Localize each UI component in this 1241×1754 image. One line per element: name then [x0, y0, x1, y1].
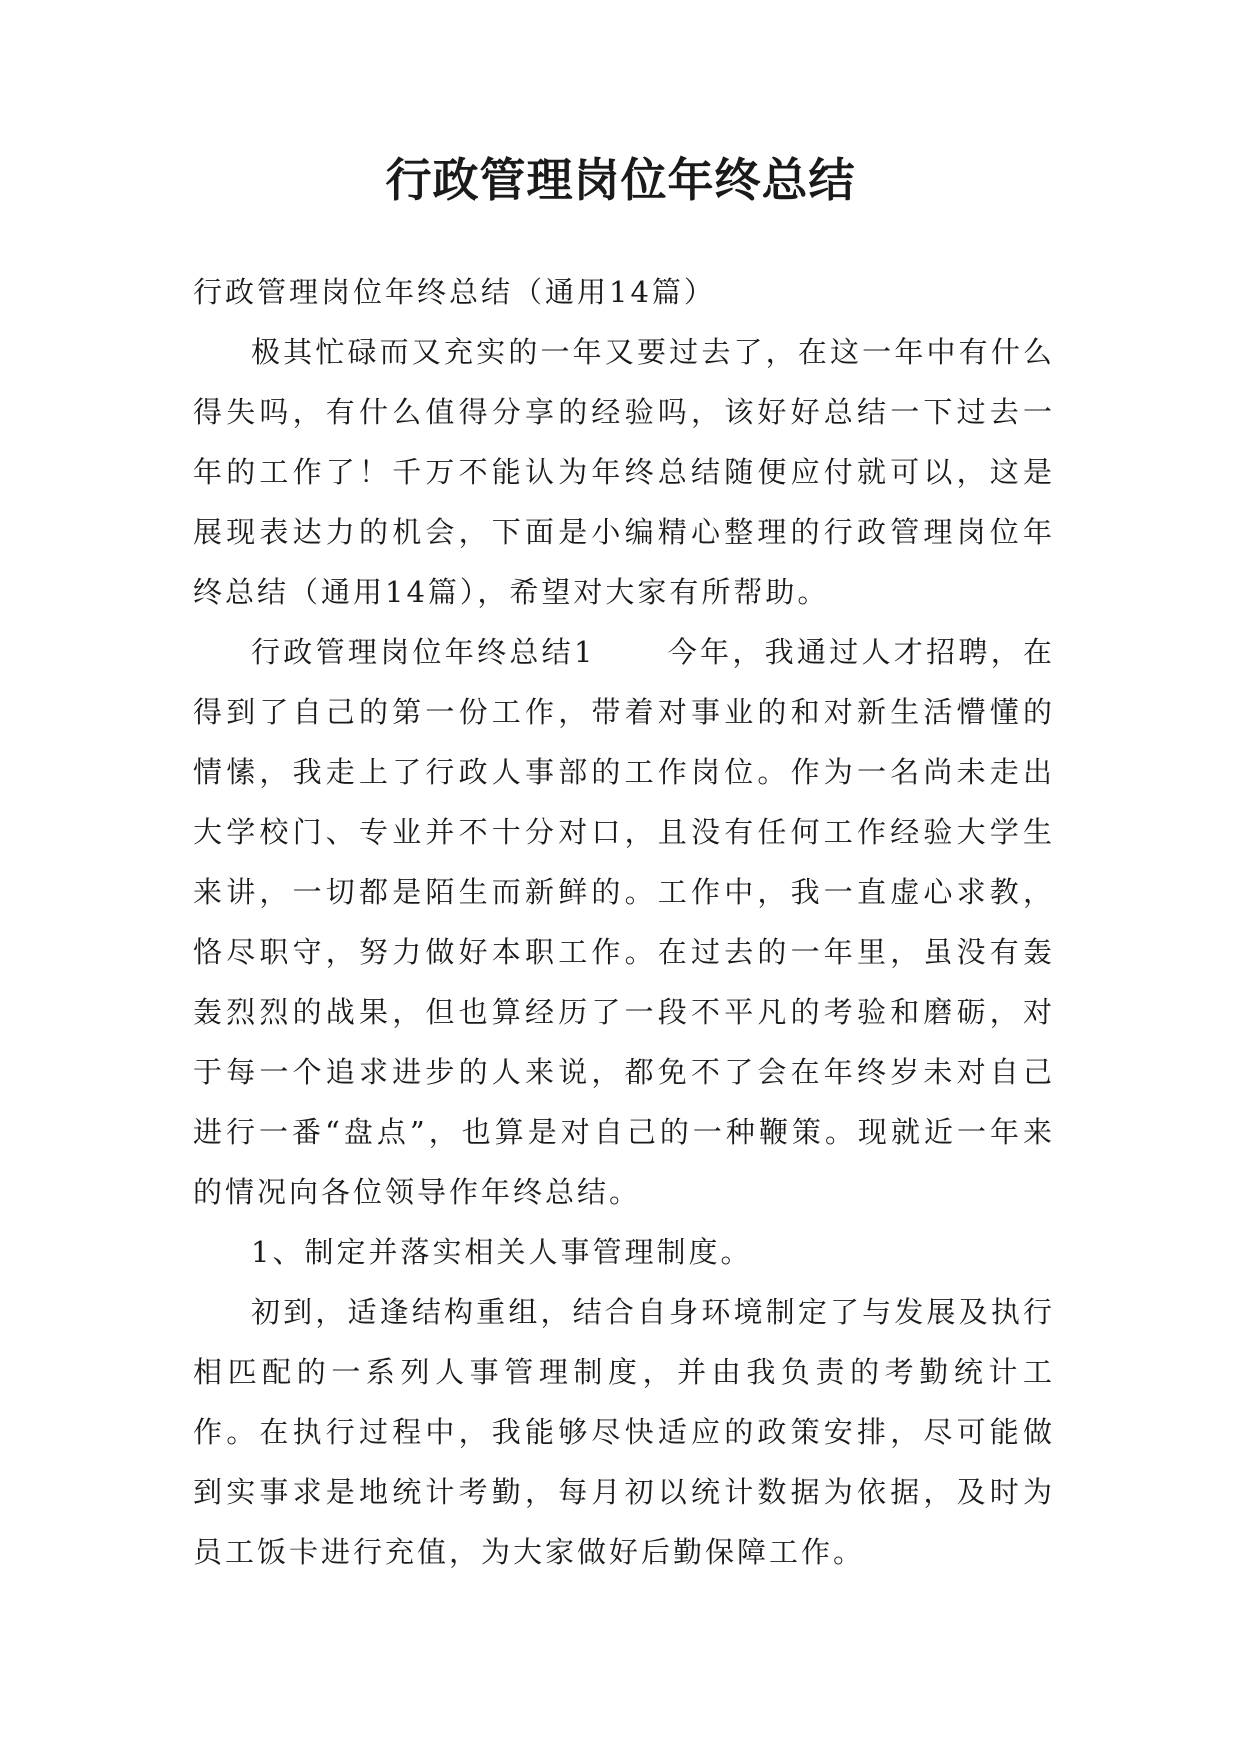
item-1-paragraph: 初到，适逢结构重组，结合自身环境制定了与发展及执行相匹配的一系列人事管理制度，并由我负责的考勤统计工作。在执行过程中，我能够尽快适应的政策安排，尽可能做到实事求是地统计考勤，每月初以统计数据为依据，及时为员工饭卡进行充值，为大家做好后勤保障工作。	[193, 1295, 1055, 1569]
item-1-heading: 1、制定并落实相关人事管理制度。	[251, 1235, 753, 1269]
section-1-heading: 行政管理岗位年终总结1	[251, 635, 596, 669]
section-1-paragraph	[193, 622, 1055, 1222]
intro-paragraph: 极其忙碌而又充实的一年又要过去了，在这一年中有什么得失吗，有什么值得分享的经验吗，该好好总结一下过去一年的工作了！千万不能认为年终总结随便应付就可以，这是展现表达力的机会，下面是小编精心整理的行政管理岗位年终总结（通用14篇），希望对大家有所帮助。	[193, 335, 1055, 609]
document-title: 行政管理岗位年终总结	[385, 153, 856, 207]
document-subtitle: 行政管理岗位年终总结（通用14篇）	[193, 275, 716, 309]
section-1-body: 今年，我通过人才招聘，在得到了自己的第一份工作，带着对事业的和对新生活懵懂的情愫，我走上了行政人事部的工作岗位。作为一名尚未走出大学校门、专业并不十分对口，且没有任何工作经验大学生来讲，一切都是陌生而新鲜的。工作中，我一直虚心求教，恪尽职守，努力做好本职工作。在过去的一年里，虽没有轰轰烈烈的战果，但也算经历了一段不平凡的考验和磨砺，对于每一个追求进步的人来说，都免不了会在年终岁未对自己进行一番“盘点”，也算是对自己的一种鞭策。现就近一年来的情况向各位领导作年终总结。	[193, 635, 1055, 1209]
document-body	[193, 262, 1055, 1582]
